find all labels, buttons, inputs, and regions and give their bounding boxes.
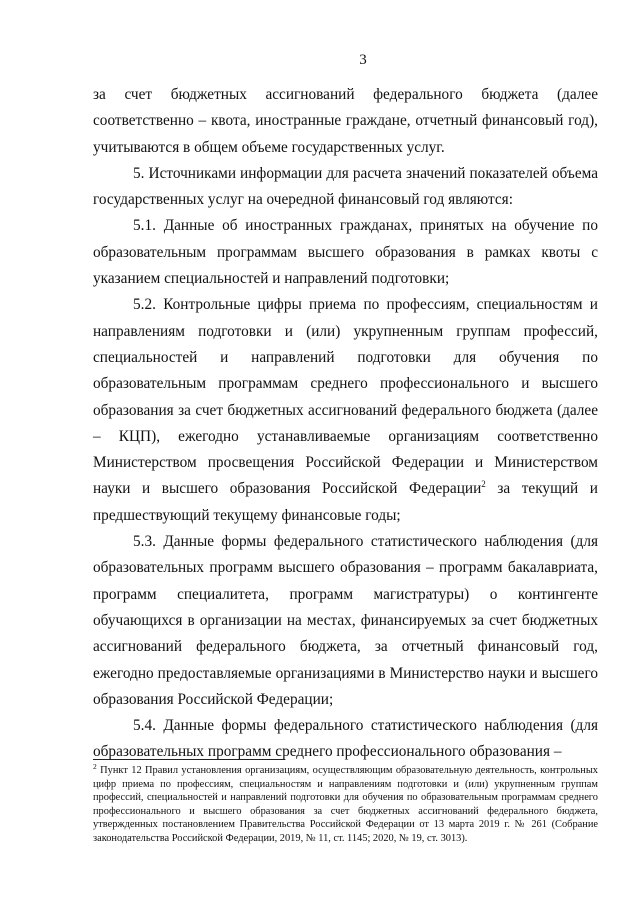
page-number: 3 bbox=[359, 52, 367, 68]
footnote-reference: 2 bbox=[481, 479, 486, 490]
paragraph-item-5-4: 5.4. Данные формы федерального статистического наблюдения (для образовательных программ среднего профессионального образования – bbox=[93, 717, 598, 761]
footnote bbox=[93, 764, 598, 846]
paragraph-item-5-1: 5.1. Данные об иностранных гражданах, принятых на обучение по образовательным программам высшего образования в рамках квоты с указанием специальностей и направлений подготовки; bbox=[93, 217, 598, 288]
footnote-divider bbox=[93, 759, 285, 760]
paragraph-item-5-2-text-end: за текущий и предшествующий текущему финансовые годы; bbox=[93, 480, 598, 524]
paragraph-item-5-3: 5.3. Данные формы федерального статистического наблюдения (для образовательных программ высшего образования – программ бакалавриата, программ специалитета, программ магистратуры) о контингенте обучающихся в организации на местах, финансируемых за счет бюджетных ассигнований федерального бюджета, за отчетный финансовый год, ежегодно предоставляемые организациями в Министерство науки и высшего образования Российской Федерации; bbox=[93, 533, 598, 708]
paragraph-item-5: 5. Источниками информации для расчета значений показателей объема государственных услуг на очередной финансовый год являются: bbox=[93, 164, 598, 209]
document-body bbox=[93, 82, 598, 766]
footnote-marker: 2 bbox=[93, 762, 97, 771]
footnote-text: Пункт 12 Правил установления организациям, осуществляющим образовательную деятельность, контрольных цифр приема по профессиям, специальностям и направлениям подготовки и (или) укрупненным группам профессий, специальностей и направлений подготовки для обучения по образовательным программам среднего профессионального и высшего образования за счет бюджетных ассигнований федерального бюджета, утвержденных постановлением Правительства Российской Федерации от 13 марта 2019 г. № 261 (Собрание законодательства Российской Федерации, 2019, № 11, ст. 1145; 2020, № 19, ст. 3013). bbox=[93, 765, 598, 844]
paragraph-continuation: за счет бюджетных ассигнований федерального бюджета (далее соответственно – квота, иностранные граждане, отчетный финансовый год), учитываются в общем объеме государственных услуг. bbox=[93, 86, 598, 156]
paragraph-item-5-2 bbox=[93, 292, 598, 529]
paragraph-item-5-2-text: 5.2. Контрольные цифры приема по профессиям, специальностям и направлениям подготовки и (или) укрупненным группам профессий, специальностей и направлений подготовки для обучения по образовательным программам среднего профессионального и высшего образования за счет бюджетных ассигнований федерального бюджета (далее – КЦП), ежегодно устанавливаемые организациям соответственно Министерством просвещения Российской Федерации и Министерством науки и высшего образования Российской Федерации bbox=[93, 296, 598, 498]
